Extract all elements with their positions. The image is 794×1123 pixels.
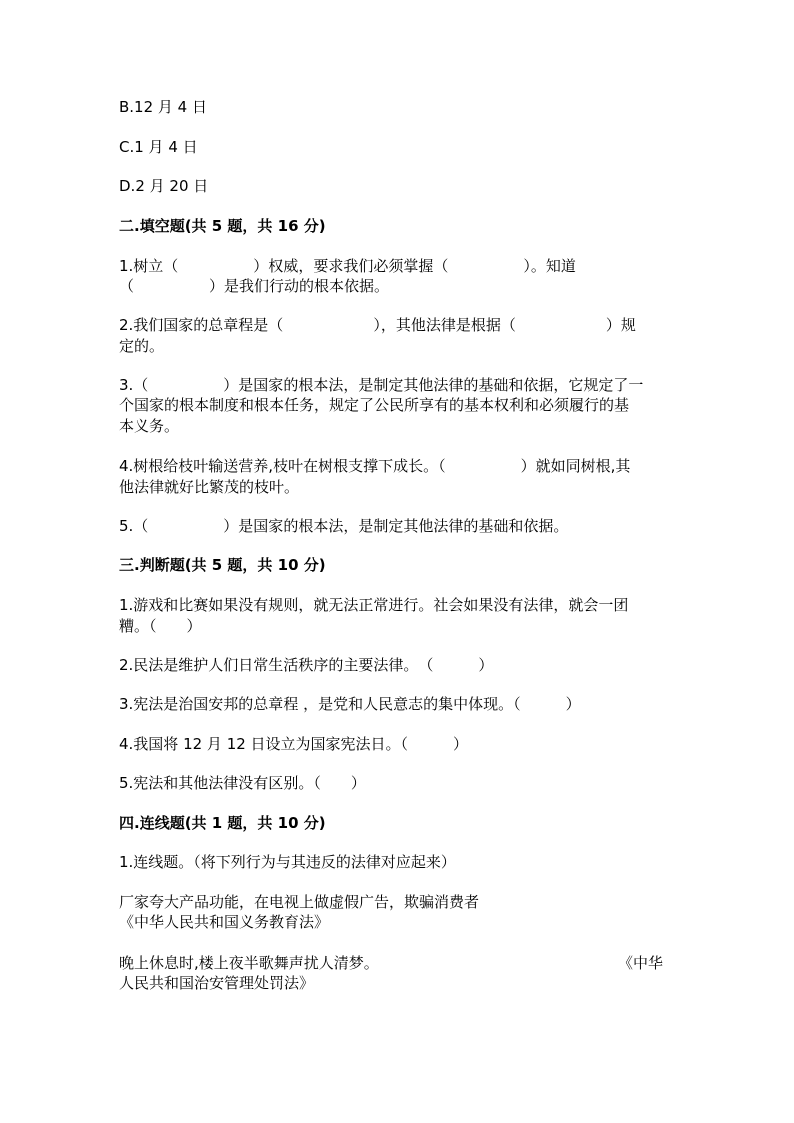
fill-q3-line3: 本义务。 — [119, 417, 180, 435]
fill-q3-line1: 3.（ ）是国家的根本法，是制定其他法律的基础和依据，它规定了一 — [119, 376, 644, 394]
match-item2-behavior: 晚上休息时,楼上夜半歌舞声扰人清梦。 — [119, 954, 379, 972]
fill-q4-line2: 他法律就好比繁茂的枝叶。 — [119, 478, 300, 496]
judge-q4: 4.我国将 12 月 12 日设立为国家宪法日。（ ） — [119, 735, 469, 753]
judge-q5: 5.宪法和其他法律没有区别。（ ） — [119, 774, 366, 792]
fill-q3-line2: 个国家的根本制度和根本任务，规定了公民所享有的基本权利和必须履行的基 — [119, 396, 630, 414]
fill-q2-line2: 定的。 — [119, 337, 165, 355]
option-c: C.1 月 4 日 — [119, 138, 198, 156]
section-fill-blank-heading: 二.填空题(共 5 题，共 16 分) — [119, 217, 326, 235]
fill-q1-line1: 1.树立（ ）权威，要求我们必须掌握（ ）。知道 — [119, 257, 576, 275]
option-b: B.12 月 4 日 — [119, 98, 207, 116]
judge-q2: 2.民法是维护人们日常生活秩序的主要法律。 （ ） — [119, 656, 494, 674]
match-item2-law-end: 人民共和国治安管理处罚法》 — [119, 974, 315, 992]
judge-q1-line2: 糟。（ ） — [119, 617, 202, 635]
match-item1-behavior: 厂家夸大产品功能，在电视上做虚假广告，欺骗消费者 — [119, 893, 480, 911]
fill-q2-line1: 2.我们国家的总章程是（ ），其他法律是根据（ ）规 — [119, 316, 636, 334]
section-true-false-heading: 三.判断题(共 5 题，共 10 分) — [119, 556, 326, 574]
fill-q5-line1: 5.（ ）是国家的根本法，是制定其他法律的基础和依据。 — [119, 517, 569, 535]
fill-q4-line1: 4.树根给枝叶输送营养,枝叶在树根支撑下成长。（ ）就如同树根,其 — [119, 457, 631, 475]
match-item1-law: 《中华人民共和国义务教育法》 — [119, 913, 330, 931]
match-item2-law-start: 《中华 — [618, 954, 664, 972]
judge-q3: 3.宪法是治国安邦的总章程 ，是党和人民意志的集中体现。（ ） — [119, 695, 581, 713]
fill-q1-line2: （ ）是我们行动的根本依据。 — [119, 277, 390, 295]
section-matching-heading: 四.连线题(共 1 题，共 10 分) — [119, 814, 326, 832]
option-d: D.2 月 20 日 — [119, 177, 209, 195]
judge-q1-line1: 1.游戏和比赛如果没有规则，就无法正常进行。社会如果没有法律，就会一团 — [119, 596, 629, 614]
match-q1: 1.连线题。（将下列行为与其违反的法律对应起来） — [119, 853, 456, 871]
